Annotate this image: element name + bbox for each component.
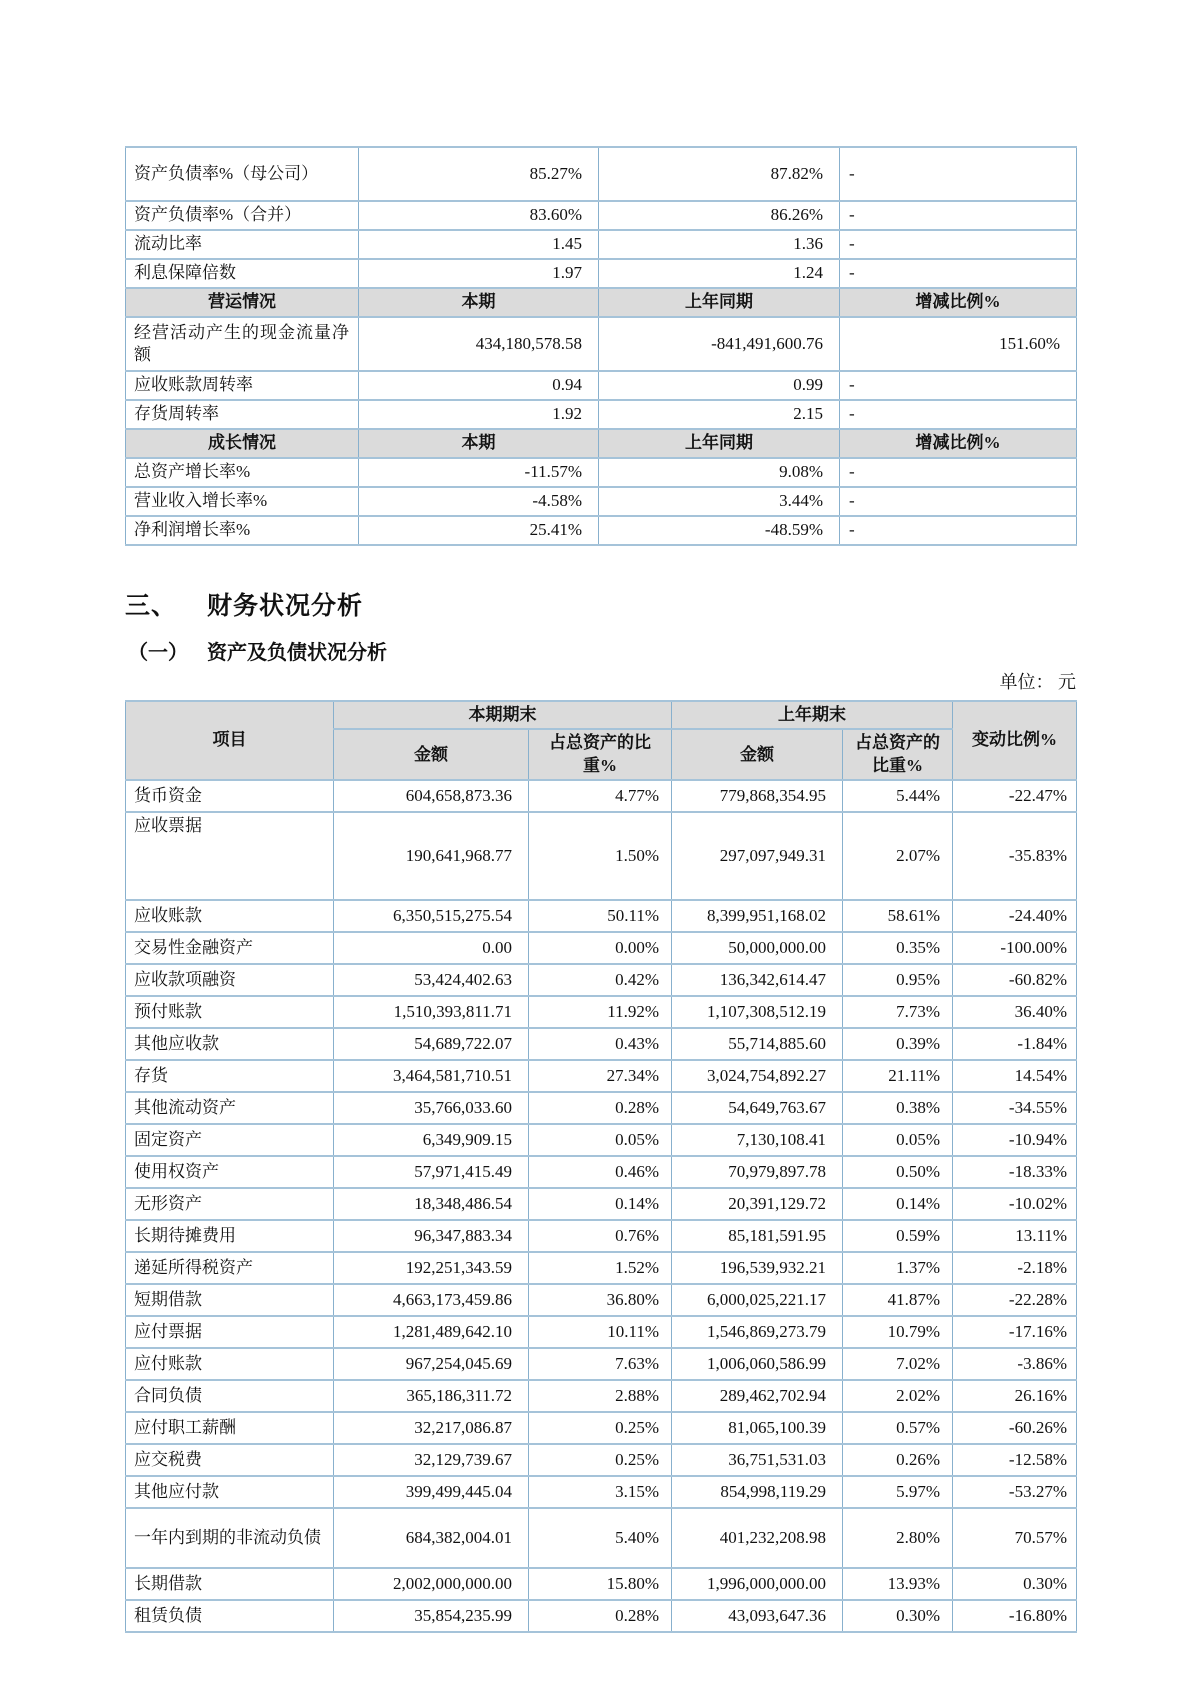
change-pct-cell: -3.86% (953, 1348, 1077, 1380)
current-pct-cell: 36.80% (529, 1284, 672, 1316)
key-ratios-table (125, 146, 1077, 546)
item-label-cell: 长期借款 (126, 1568, 334, 1600)
prior-pct-cell: 5.44% (843, 780, 953, 812)
prior-amount-cell: 20,391,129.72 (672, 1188, 843, 1220)
table-row (126, 1412, 1077, 1444)
ratio-row (126, 516, 1077, 545)
current-amount-cell: 32,217,086.87 (334, 1412, 529, 1444)
change-pct-cell: -100.00% (953, 932, 1077, 964)
change-value-cell: - (840, 201, 1077, 230)
table-row (126, 1028, 1077, 1060)
current-pct-cell: 0.43% (529, 1028, 672, 1060)
table-row (126, 1252, 1077, 1284)
prior-pct-cell: 0.35% (843, 932, 953, 964)
prior-pct-cell: 0.38% (843, 1092, 953, 1124)
current-amount-cell: 35,766,033.60 (334, 1092, 529, 1124)
table-row (126, 812, 1077, 900)
item-label-cell: 应付职工薪酬 (126, 1412, 334, 1444)
current-value-cell: 1.45 (359, 230, 599, 259)
current-amount-cell: 96,347,883.34 (334, 1220, 529, 1252)
metric-label-cell: 营业收入增长率% (126, 487, 359, 516)
ratio-row (126, 487, 1077, 516)
prior-pct-cell: 41.87% (843, 1284, 953, 1316)
current-value-cell: 85.27% (359, 147, 599, 201)
group-header-row (126, 429, 1077, 458)
prior-value-cell: -48.59% (599, 516, 840, 545)
item-label-cell: 其他应付款 (126, 1476, 334, 1508)
change-pct-cell: -60.26% (953, 1412, 1077, 1444)
ratio-row (126, 147, 1077, 201)
prior-amount-cell: 43,093,647.36 (672, 1600, 843, 1632)
table-row (126, 1348, 1077, 1380)
change-pct-cell: 70.57% (953, 1508, 1077, 1568)
change-pct-cell: -22.28% (953, 1284, 1077, 1316)
ratio-row (126, 317, 1077, 371)
item-label-cell: 应交税费 (126, 1444, 334, 1476)
table-row (126, 1444, 1077, 1476)
ratio-row (126, 259, 1077, 288)
current-pct-cell: 7.63% (529, 1348, 672, 1380)
current-pct-cell: 4.77% (529, 780, 672, 812)
section-number: 三、 (125, 593, 178, 620)
current-pct-cell: 0.28% (529, 1600, 672, 1632)
change-pct-cell: 0.30% (953, 1568, 1077, 1600)
change-col-header: 增减比例% (840, 288, 1077, 317)
prior-pct-cell: 21.11% (843, 1060, 953, 1092)
metric-label-cell: 存货周转率 (126, 400, 359, 429)
table-row (126, 1188, 1077, 1220)
prior-pct-cell: 0.26% (843, 1444, 953, 1476)
prior-amount-cell: 70,979,897.78 (672, 1156, 843, 1188)
prior-pct-cell: 7.02% (843, 1348, 953, 1380)
prior-amount-cell: 289,462,702.94 (672, 1380, 843, 1412)
group-header-row (126, 288, 1077, 317)
prior-amount-cell: 1,996,000,000.00 (672, 1568, 843, 1600)
prior-amount-cell: 854,998,119.29 (672, 1476, 843, 1508)
table-row (126, 996, 1077, 1028)
prior-pct-cell: 1.37% (843, 1252, 953, 1284)
current-amount-cell: 2,002,000,000.00 (334, 1568, 529, 1600)
metric-label-cell: 利息保障倍数 (126, 259, 359, 288)
current-value-cell: 1.92 (359, 400, 599, 429)
ratio-row (126, 230, 1077, 259)
current-value-cell: 0.94 (359, 371, 599, 400)
current-pct-cell: 1.52% (529, 1252, 672, 1284)
current-amount-cell: 6,350,515,275.54 (334, 900, 529, 932)
item-label-cell: 存货 (126, 1060, 334, 1092)
item-label-cell: 应收款项融资 (126, 964, 334, 996)
prior-pct-cell: 2.07% (843, 812, 953, 900)
prior-col-header: 上年同期 (599, 288, 840, 317)
change-pct-cell: 13.11% (953, 1220, 1077, 1252)
section-heading (125, 586, 1076, 622)
prior-amount-cell: 36,751,531.03 (672, 1444, 843, 1476)
prior-amount-cell: 779,868,354.95 (672, 780, 843, 812)
prior-amount-cell: 297,097,949.31 (672, 812, 843, 900)
prior-pct-cell: 0.59% (843, 1220, 953, 1252)
prior-pct-cell: 2.80% (843, 1508, 953, 1568)
prior-pct-cell: 10.79% (843, 1316, 953, 1348)
group-name-cell: 营运情况 (126, 288, 359, 317)
item-label-cell: 一年内到期的非流动负债 (126, 1508, 334, 1568)
current-pct-cell: 11.92% (529, 996, 672, 1028)
item-label-cell: 应付票据 (126, 1316, 334, 1348)
change-pct-cell: -17.16% (953, 1316, 1077, 1348)
change-pct-cell: -60.82% (953, 964, 1077, 996)
current-pct-col-header: 占总资产的比重% (529, 729, 672, 780)
metric-label-cell: 流动比率 (126, 230, 359, 259)
group-name-cell: 成长情况 (126, 429, 359, 458)
table-row (126, 1092, 1077, 1124)
prior-value-cell: 0.99 (599, 371, 840, 400)
item-label-cell: 其他应收款 (126, 1028, 334, 1060)
prior-amount-cell: 1,006,060,586.99 (672, 1348, 843, 1380)
prior-value-cell: -841,491,600.76 (599, 317, 840, 371)
current-pct-cell: 2.88% (529, 1380, 672, 1412)
prior-pct-cell: 0.30% (843, 1600, 953, 1632)
prior-amount-cell: 54,649,763.67 (672, 1092, 843, 1124)
prior-amount-cell: 50,000,000.00 (672, 932, 843, 964)
current-amount-cell: 32,129,739.67 (334, 1444, 529, 1476)
current-pct-cell: 5.40% (529, 1508, 672, 1568)
current-value-cell: 83.60% (359, 201, 599, 230)
current-amount-cell: 399,499,445.04 (334, 1476, 529, 1508)
prior-pct-cell: 0.95% (843, 964, 953, 996)
subsection-number: （一） (128, 642, 188, 664)
prior-value-cell: 87.82% (599, 147, 840, 201)
current-pct-cell: 50.11% (529, 900, 672, 932)
current-value-cell: 25.41% (359, 516, 599, 545)
change-value-cell: 151.60% (840, 317, 1077, 371)
current-value-cell: -11.57% (359, 458, 599, 487)
change-col-header: 变动比例% (953, 701, 1077, 780)
item-label-cell: 租赁负债 (126, 1600, 334, 1632)
metric-label-cell: 资产负债率%（母公司） (126, 147, 359, 201)
prior-pct-cell: 5.97% (843, 1476, 953, 1508)
metric-label-cell: 经营活动产生的现金流量净额 (126, 317, 359, 371)
prior-amount-cell: 7,130,108.41 (672, 1124, 843, 1156)
change-pct-cell: -53.27% (953, 1476, 1077, 1508)
prior-value-cell: 2.15 (599, 400, 840, 429)
table-row (126, 1156, 1077, 1188)
item-label-cell: 短期借款 (126, 1284, 334, 1316)
change-value-cell: - (840, 230, 1077, 259)
item-col-header: 项目 (126, 701, 334, 780)
change-pct-cell: -34.55% (953, 1092, 1077, 1124)
prior-value-cell: 9.08% (599, 458, 840, 487)
assets-liabilities-table (125, 700, 1077, 1633)
prior-period-col-header: 上年期末 (672, 701, 953, 729)
current-amount-cell: 6,349,909.15 (334, 1124, 529, 1156)
table-row (126, 1284, 1077, 1316)
unit-label: 单位： 元 (999, 672, 1076, 692)
change-pct-cell: -18.33% (953, 1156, 1077, 1188)
metric-label-cell: 总资产增长率% (126, 458, 359, 487)
current-amount-col-header: 金额 (334, 729, 529, 780)
current-amount-cell: 365,186,311.72 (334, 1380, 529, 1412)
change-pct-cell: -35.83% (953, 812, 1077, 900)
current-pct-cell: 3.15% (529, 1476, 672, 1508)
current-amount-cell: 3,464,581,710.51 (334, 1060, 529, 1092)
item-label-cell: 合同负债 (126, 1380, 334, 1412)
metric-label-cell: 资产负债率%（合并） (126, 201, 359, 230)
ratio-row (126, 458, 1077, 487)
current-pct-cell: 0.05% (529, 1124, 672, 1156)
table-row (126, 1476, 1077, 1508)
table-row (126, 1060, 1077, 1092)
ratio-row (126, 371, 1077, 400)
current-amount-cell: 967,254,045.69 (334, 1348, 529, 1380)
change-value-cell: - (840, 516, 1077, 545)
prior-amount-cell: 81,065,100.39 (672, 1412, 843, 1444)
change-pct-cell: -1.84% (953, 1028, 1077, 1060)
prior-pct-col-header: 占总资产的比重% (843, 729, 953, 780)
item-label-cell: 无形资产 (126, 1188, 334, 1220)
change-pct-cell: -10.02% (953, 1188, 1077, 1220)
change-pct-cell: -16.80% (953, 1600, 1077, 1632)
table-row (126, 964, 1077, 996)
item-label-cell: 递延所得税资产 (126, 1252, 334, 1284)
prior-pct-cell: 0.05% (843, 1124, 953, 1156)
prior-amount-cell: 1,107,308,512.19 (672, 996, 843, 1028)
item-label-cell: 货币资金 (126, 780, 334, 812)
current-pct-cell: 0.76% (529, 1220, 672, 1252)
prior-amount-cell: 401,232,208.98 (672, 1508, 843, 1568)
table-row (126, 1124, 1077, 1156)
prior-amount-cell: 6,000,025,221.17 (672, 1284, 843, 1316)
table-row (126, 1508, 1077, 1568)
section-title: 财务状况分析 (207, 593, 364, 620)
change-col-header: 增减比例% (840, 429, 1077, 458)
prior-pct-cell: 2.02% (843, 1380, 953, 1412)
prior-pct-cell: 13.93% (843, 1568, 953, 1600)
metric-label-cell: 净利润增长率% (126, 516, 359, 545)
current-pct-cell: 0.28% (529, 1092, 672, 1124)
current-amount-cell: 0.00 (334, 932, 529, 964)
ratio-row (126, 201, 1077, 230)
current-pct-cell: 27.34% (529, 1060, 672, 1092)
current-amount-cell: 1,281,489,642.10 (334, 1316, 529, 1348)
prior-value-cell: 3.44% (599, 487, 840, 516)
change-value-cell: - (840, 371, 1077, 400)
item-label-cell: 固定资产 (126, 1124, 334, 1156)
item-label-cell: 其他流动资产 (126, 1092, 334, 1124)
item-label-cell: 应收账款 (126, 900, 334, 932)
prior-value-cell: 86.26% (599, 201, 840, 230)
prior-amount-cell: 1,546,869,273.79 (672, 1316, 843, 1348)
prior-pct-cell: 0.39% (843, 1028, 953, 1060)
change-value-cell: - (840, 400, 1077, 429)
current-amount-cell: 604,658,873.36 (334, 780, 529, 812)
current-amount-cell: 1,510,393,811.71 (334, 996, 529, 1028)
current-amount-cell: 190,641,968.77 (334, 812, 529, 900)
table-row (126, 1316, 1077, 1348)
current-amount-cell: 57,971,415.49 (334, 1156, 529, 1188)
current-value-cell: 434,180,578.58 (359, 317, 599, 371)
prior-amount-cell: 85,181,591.95 (672, 1220, 843, 1252)
table-row (126, 1220, 1077, 1252)
current-amount-cell: 192,251,343.59 (334, 1252, 529, 1284)
prior-pct-cell: 58.61% (843, 900, 953, 932)
metric-label-cell: 应收账款周转率 (126, 371, 359, 400)
current-pct-cell: 15.80% (529, 1568, 672, 1600)
change-value-cell: - (840, 487, 1077, 516)
current-pct-cell: 0.42% (529, 964, 672, 996)
current-period-col-header: 本期期末 (334, 701, 672, 729)
prior-value-cell: 1.24 (599, 259, 840, 288)
current-pct-cell: 0.00% (529, 932, 672, 964)
change-pct-cell: 26.16% (953, 1380, 1077, 1412)
current-pct-cell: 0.25% (529, 1412, 672, 1444)
table-row (126, 1568, 1077, 1600)
key-ratios-table-body (126, 147, 1077, 545)
current-pct-cell: 10.11% (529, 1316, 672, 1348)
current-amount-cell: 54,689,722.07 (334, 1028, 529, 1060)
prior-amount-cell: 8,399,951,168.02 (672, 900, 843, 932)
change-value-cell: - (840, 147, 1077, 201)
table-row (126, 780, 1077, 812)
prior-pct-cell: 0.50% (843, 1156, 953, 1188)
current-amount-cell: 684,382,004.01 (334, 1508, 529, 1568)
item-label-cell: 应收票据 (126, 812, 334, 900)
change-pct-cell: -2.18% (953, 1252, 1077, 1284)
change-value-cell: - (840, 458, 1077, 487)
prior-value-cell: 1.36 (599, 230, 840, 259)
current-value-cell: 1.97 (359, 259, 599, 288)
item-label-cell: 预付账款 (126, 996, 334, 1028)
assets-liabilities-table-header (126, 701, 1077, 780)
current-amount-cell: 18,348,486.54 (334, 1188, 529, 1220)
change-pct-cell: 36.40% (953, 996, 1077, 1028)
prior-amount-cell: 55,714,885.60 (672, 1028, 843, 1060)
current-amount-cell: 4,663,173,459.86 (334, 1284, 529, 1316)
prior-col-header: 上年同期 (599, 429, 840, 458)
current-amount-cell: 53,424,402.63 (334, 964, 529, 996)
table-row (126, 932, 1077, 964)
item-label-cell: 交易性金融资产 (126, 932, 334, 964)
change-pct-cell: 14.54% (953, 1060, 1077, 1092)
subsection-title: 资产及负债状况分析 (207, 642, 387, 664)
prior-amount-col-header: 金额 (672, 729, 843, 780)
ratio-row (126, 400, 1077, 429)
current-pct-cell: 1.50% (529, 812, 672, 900)
table-row (126, 900, 1077, 932)
prior-pct-cell: 0.14% (843, 1188, 953, 1220)
current-amount-cell: 35,854,235.99 (334, 1600, 529, 1632)
current-col-header: 本期 (359, 288, 599, 317)
change-pct-cell: -10.94% (953, 1124, 1077, 1156)
prior-pct-cell: 7.73% (843, 996, 953, 1028)
item-label-cell: 长期待摊费用 (126, 1220, 334, 1252)
current-value-cell: -4.58% (359, 487, 599, 516)
header-row-1 (126, 701, 1077, 729)
change-pct-cell: -22.47% (953, 780, 1077, 812)
prior-pct-cell: 0.57% (843, 1412, 953, 1444)
current-pct-cell: 0.46% (529, 1156, 672, 1188)
current-pct-cell: 0.14% (529, 1188, 672, 1220)
item-label-cell: 应付账款 (126, 1348, 334, 1380)
item-label-cell: 使用权资产 (126, 1156, 334, 1188)
assets-liabilities-table-body (126, 780, 1077, 1632)
change-pct-cell: -24.40% (953, 900, 1077, 932)
current-pct-cell: 0.25% (529, 1444, 672, 1476)
current-col-header: 本期 (359, 429, 599, 458)
subsection-heading (125, 636, 1076, 665)
prior-amount-cell: 3,024,754,892.27 (672, 1060, 843, 1092)
change-value-cell: - (840, 259, 1077, 288)
prior-amount-cell: 136,342,614.47 (672, 964, 843, 996)
prior-amount-cell: 196,539,932.21 (672, 1252, 843, 1284)
table-row (126, 1380, 1077, 1412)
change-pct-cell: -12.58% (953, 1444, 1077, 1476)
table-row (126, 1600, 1077, 1632)
